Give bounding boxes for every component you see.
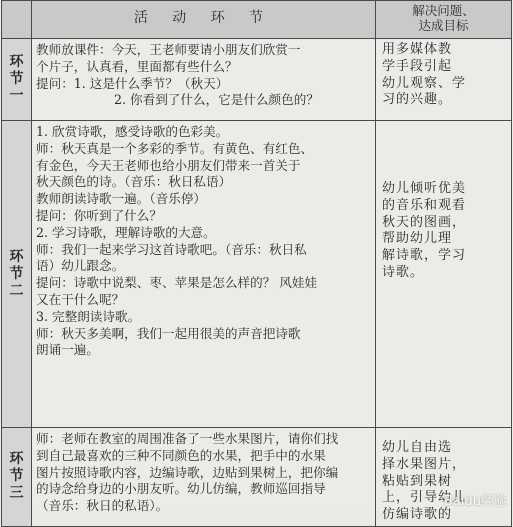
goal-line: 秋天的图画， (382, 214, 467, 230)
content-line: 的诗念给身边的小朋友听。幼儿仿编，教师巡回指导 (36, 481, 326, 497)
header-stage-cell (2, 1, 32, 39)
table-header-row (2, 1, 512, 39)
content-line: 到自己最喜欢的三种不同颜色的水果，把手中的水果 (36, 447, 326, 463)
content-line: 师：老师在教室的周围准备了一些水果图片，请你们找 (36, 431, 339, 446)
goal-line: 幼儿自由选 (382, 440, 453, 455)
content-line: 师：秋天真是一个多彩的季节。有黄色、有红色、 (36, 140, 314, 156)
goal-line: 粘贴到果树 (382, 473, 453, 489)
goal-line: 习的兴趣。 (382, 92, 453, 108)
goal-line: 的音乐和观看 (382, 197, 467, 213)
content-line: 教师放课件：今天，王老师要请小朋友们欣赏一 (36, 42, 301, 57)
content-line: 2. 学习诗歌，理解诗歌的大意。 (36, 224, 216, 240)
table-row (2, 428, 512, 527)
content-line: 3. 完整朗读诗歌。 (36, 308, 141, 324)
content-line: 个片子，认真看，里面都有些什么？ (36, 58, 238, 74)
content-line: 又在干什么呢？ (36, 291, 125, 307)
content-line: 提问：诗歌中说梨、枣、苹果是怎么样的？ 风娃娃 (36, 275, 318, 291)
goal-line: 诗歌。 (382, 264, 425, 280)
header-goal-line: 达成目标 (418, 18, 469, 33)
content-line: 教师朗读诗歌一遍。（音乐停） (36, 191, 207, 207)
goal-line: 幼儿倾听优美 (382, 181, 467, 196)
header-goal-line: 解决问题、 (412, 3, 475, 18)
content-line: 语）幼儿跟念。 (36, 258, 125, 274)
stage-goal (376, 39, 512, 121)
watermark: Baidu经验 (444, 494, 507, 509)
content-line: 图片按照诗歌内容，边编诗歌，边贴到果树上，把你编 (36, 464, 339, 480)
content-line: 师：秋天多美啊，我们一起用很美的声音把诗歌 (36, 325, 301, 341)
stage-content (32, 121, 376, 428)
stage-goal (376, 121, 512, 428)
content-line: 师：我们一起来学习这首诗歌吧。（音乐：秋日私 (36, 241, 307, 257)
goal-line: 仿编诗歌的 (382, 507, 453, 523)
stage-content (32, 428, 376, 527)
content-line: 朗诵一遍。 (36, 342, 99, 358)
content-line: 提问：1. 这是什么季节？（秋天） (36, 75, 229, 91)
content-line: （音乐：秋日的私语）。 (36, 498, 169, 514)
content-line: 提问：你听到了什么？ (36, 207, 162, 223)
goal-line: 幼儿观察、学 (382, 75, 467, 91)
goal-line: 上，引导幼儿 (382, 490, 467, 506)
goal-line: 用多媒体教 (382, 42, 453, 57)
stage-label: 环 节 三 (2, 428, 32, 527)
goal-line: 帮助幼儿理 (382, 231, 453, 247)
content-line: 秋天颜色的诗。（音乐：秋日私语） (36, 174, 232, 190)
header-activity: 活 动 环 节 (32, 1, 376, 39)
stage-content (32, 39, 376, 121)
lesson-plan-table (1, 0, 512, 527)
goal-line: 择水果图片， (382, 456, 467, 472)
content-line: 有金色，今天王老师也给小朋友们带来一首关于 (36, 157, 301, 173)
header-goal (376, 1, 512, 39)
stage-goal (376, 428, 512, 527)
content-line: 1. 欣赏诗歌，感受诗歌的色彩美。 (36, 124, 229, 139)
table-row (2, 121, 512, 428)
stage-label: 环 节 一 (2, 39, 32, 121)
stage-label: 环 节 二 (2, 121, 32, 428)
goal-line: 学手段引起 (382, 58, 453, 74)
table-row (2, 39, 512, 121)
content-line: 2. 你看到了什么，它是什么颜色的？ (114, 92, 319, 108)
goal-line: 解诗歌，学习 (382, 248, 467, 264)
